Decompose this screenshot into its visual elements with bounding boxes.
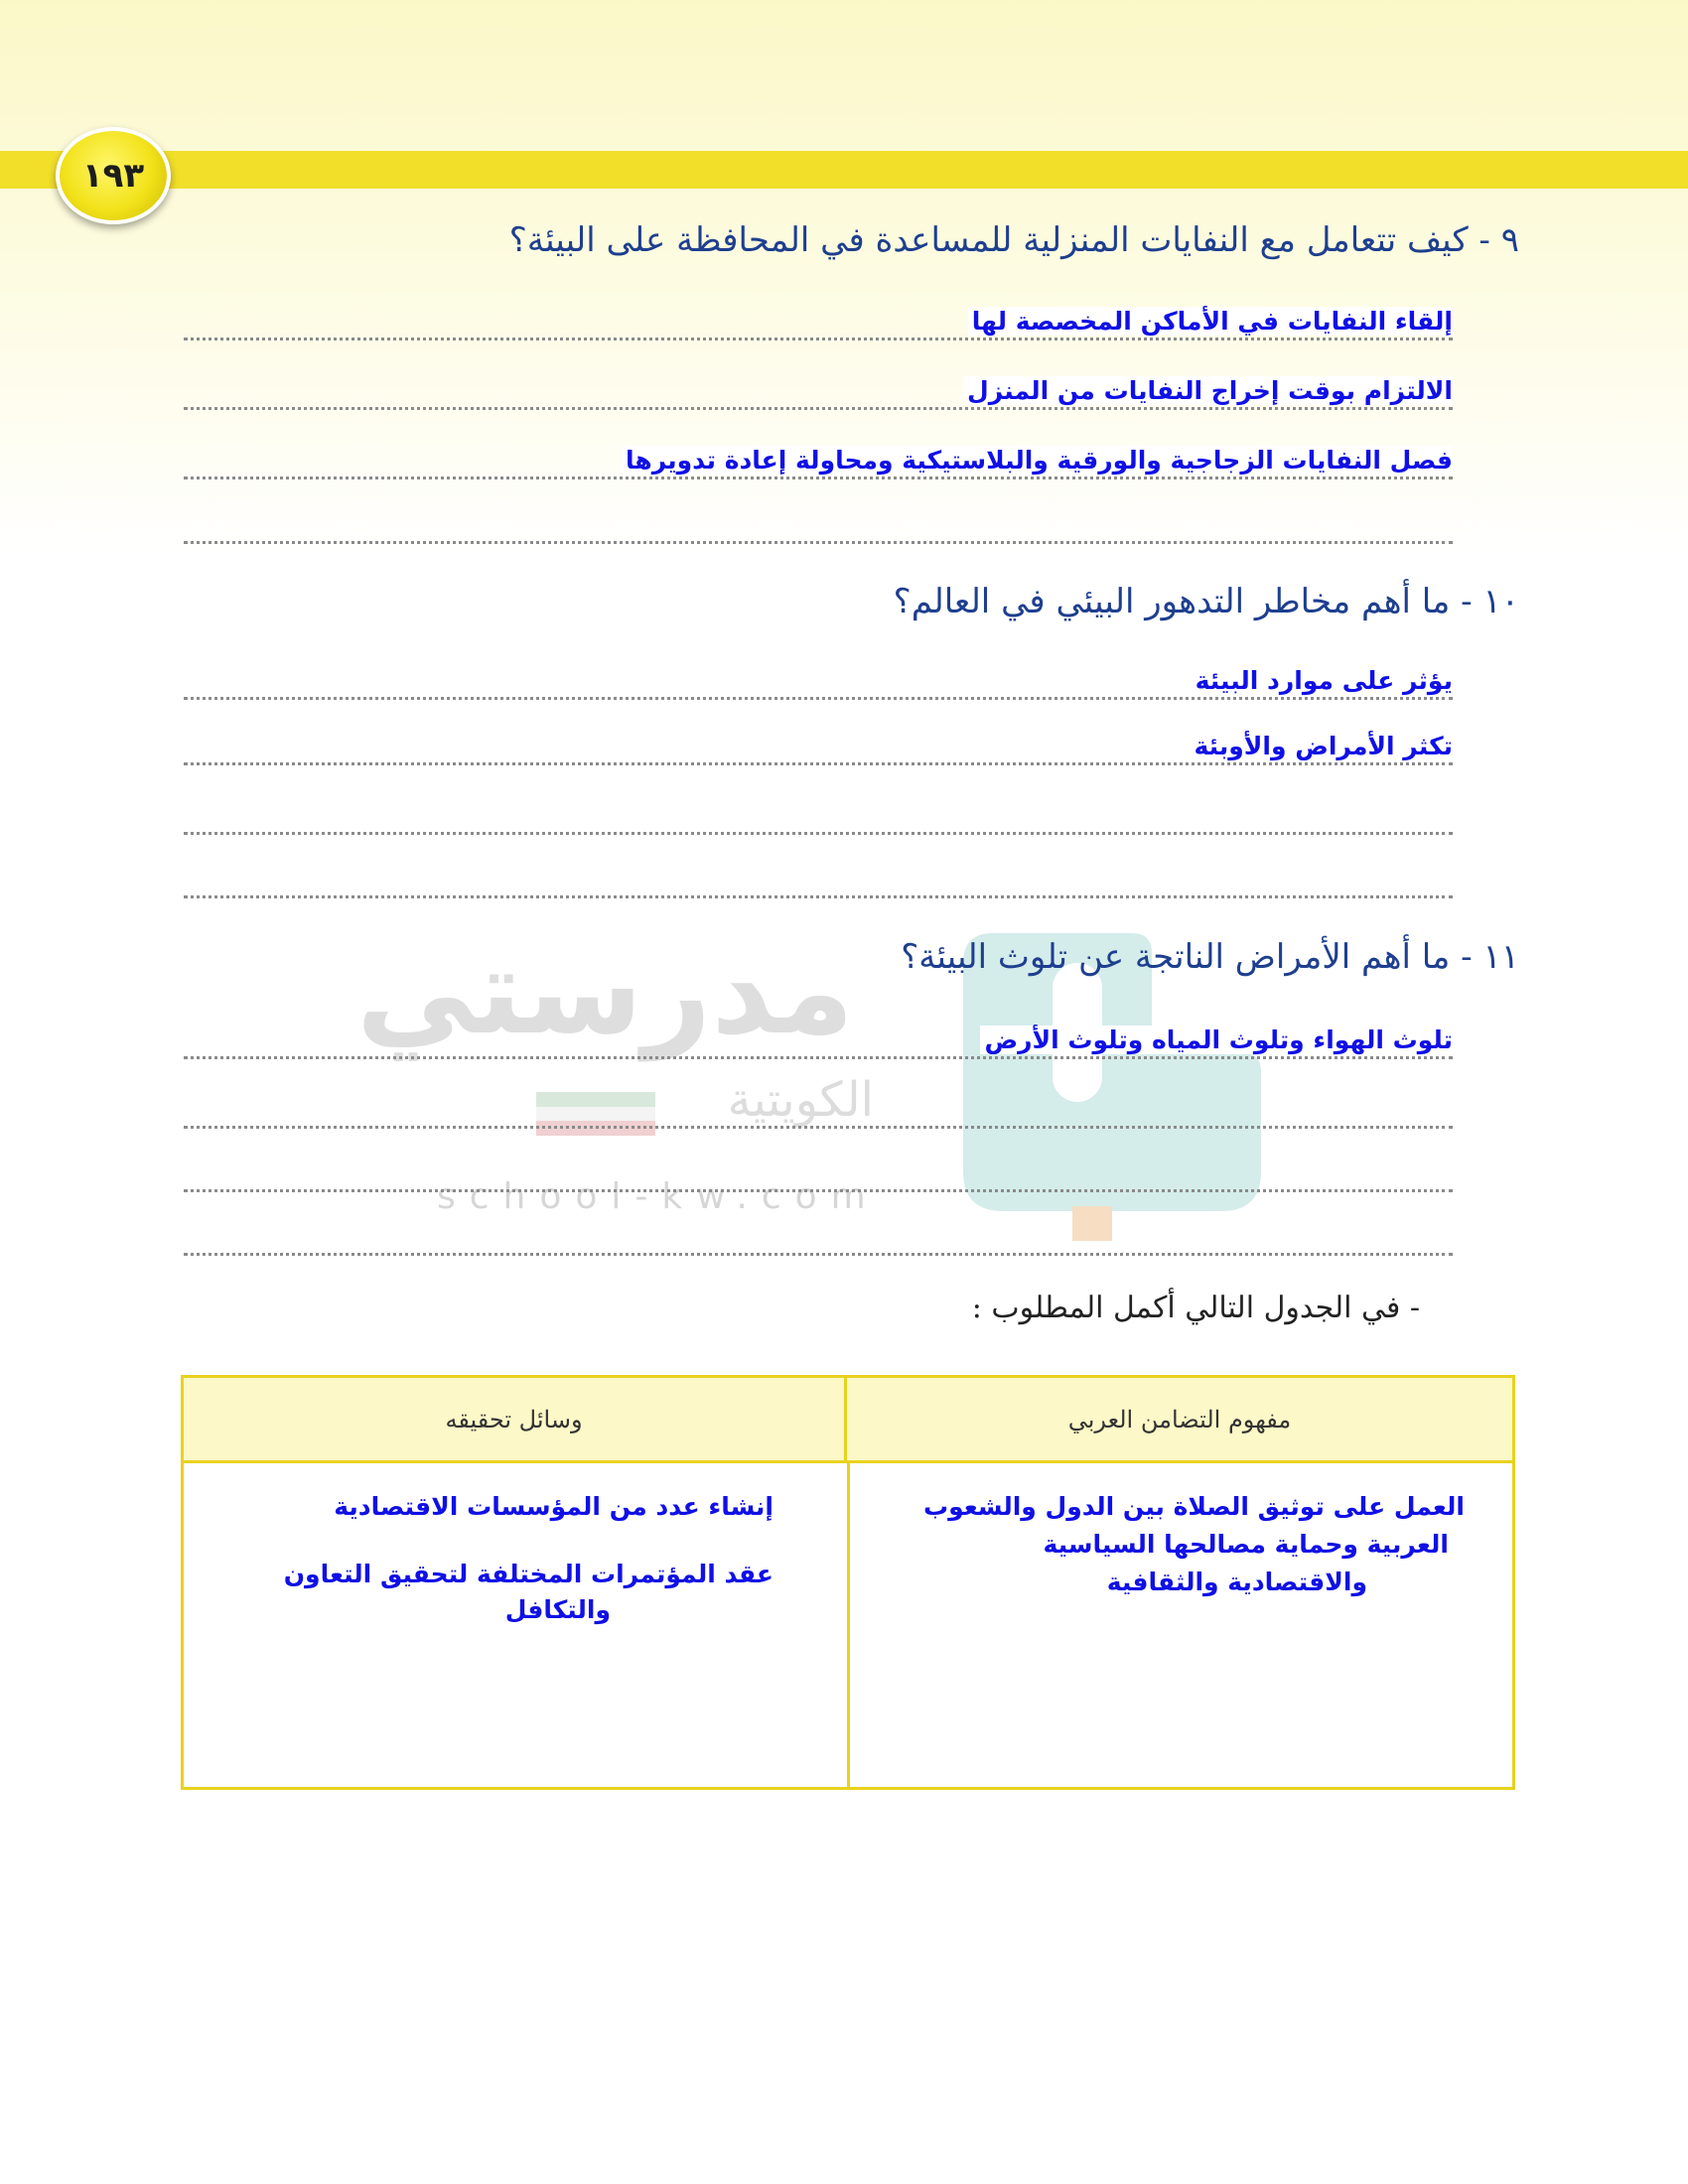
answer-line [184,856,1453,898]
means-line: والتكافل [504,1595,611,1624]
answer-line [184,1017,1453,1059]
concept-line: العربية وحماية مصالحها السياسية [1043,1530,1449,1559]
concept-line: العمل على توثيق الصلاة بين الدول والشعوب [922,1492,1465,1521]
answer-text: إلقاء النفايات في الأماكن المخصصة لها [968,307,1453,336]
table-instruction: - في الجدول التالي أكمل المطلوب : [971,1291,1420,1325]
answer-line [184,792,1453,835]
header-band [0,151,1688,189]
answer-line [184,1150,1453,1192]
answer-line [184,1213,1453,1256]
question-9: ٩ - كيف تتعامل مع النفايات المنزلية للمساعدة في المحافظة على البيئة؟ [508,220,1519,260]
watermark-title: مدرستي [355,923,854,1061]
answer-text: يؤثر على موارد البيئة [1192,666,1453,695]
table-header-means: وسائل تحقيقه [184,1378,847,1460]
answer-line [184,723,1453,765]
concept-line: والاقتصادية والثقافية [1106,1568,1367,1596]
table-divider [847,1460,850,1787]
means-line: إنشاء عدد من المؤسسات الاقتصادية [334,1492,774,1521]
answer-line [184,1086,1453,1129]
table-header-concept: مفهوم التضامن العربي [847,1378,1512,1460]
answer-line [184,367,1453,410]
page-number: ١٩٣ [81,156,145,196]
solidarity-table [181,1375,1515,1790]
answer-line [184,437,1453,479]
watermark-subtitle: الكويتية [727,1072,874,1128]
page-number-badge [56,127,171,224]
watermark-url: school-kw.com [437,1176,880,1217]
answer-text: الالتزام بوقت إخراج النفايات من المنزل [963,376,1453,405]
answer-line [184,657,1453,700]
answer-text: فصل النفايات الزجاجية والورقية والبلاستيكية ومحاولة إعادة تدويرها [622,446,1453,475]
answer-line [184,298,1453,341]
question-11: ١١ - ما أهم الأمراض الناتجة عن تلوث البيئة؟ [901,937,1519,977]
question-10: ١٠ - ما أهم مخاطر التدهور البيئي في العالم؟ [893,582,1519,621]
means-line: عقد المؤتمرات المختلفة لتحقيق التعاون [283,1560,774,1588]
answer-text: تكثر الأمراض والأوبئة [1190,732,1453,760]
answer-line [184,501,1453,544]
answer-text: تلوث الهواء وتلوث المياه وتلوث الأرض [980,1025,1453,1054]
